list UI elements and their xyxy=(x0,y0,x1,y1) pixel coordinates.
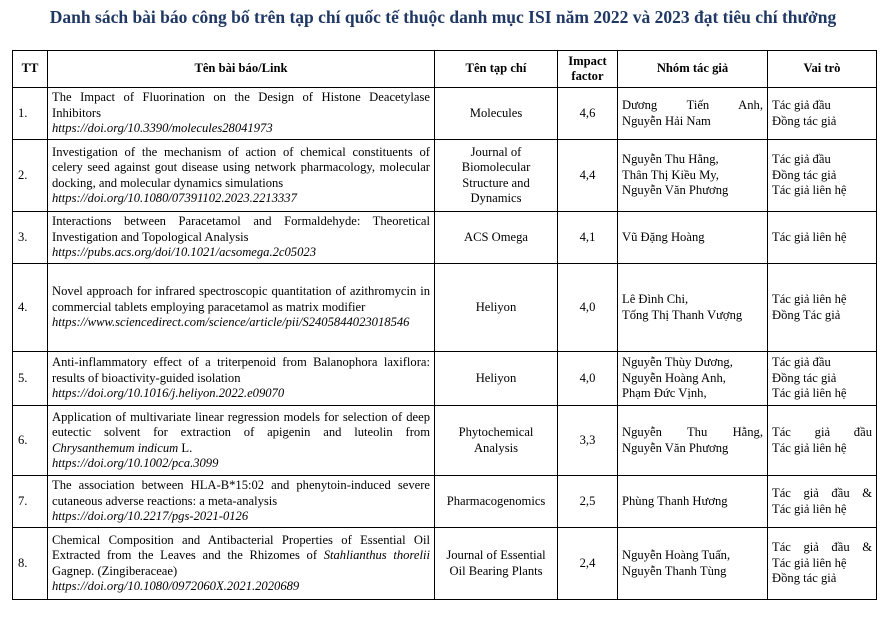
author-group xyxy=(618,406,768,476)
author-name: Nguyễn Hoàng Anh, xyxy=(622,370,726,385)
role-text: Tác giả đầu xyxy=(772,152,831,167)
paper-title: The association between HLA-B*15:02 and phenytoin-induced severe cutaneous adverse reactions: a meta-analysis xyxy=(52,478,430,508)
row-number: 5. xyxy=(13,352,48,406)
table-row xyxy=(13,264,877,352)
paper-link[interactable]: https://pubs.acs.org/doi/10.1021/acsomega.2c05023 xyxy=(52,245,316,260)
paper-title: The Impact of Fluorination on the Design of Histone Deacetylase Inhibitors xyxy=(52,90,430,120)
impact-factor: 4,4 xyxy=(558,140,618,212)
row-number: 1. xyxy=(13,88,48,140)
table-row xyxy=(13,88,877,140)
role-text: Tác giả liên hệ xyxy=(772,229,847,244)
journal-name: ACS Omega xyxy=(435,212,558,264)
paper-link[interactable]: https://doi.org/10.2217/pgs-2021-0126 xyxy=(52,509,249,524)
journal-name: Phytochemical Analysis xyxy=(435,406,558,476)
paper-cell xyxy=(48,406,435,476)
row-number: 4. xyxy=(13,264,48,352)
table-row xyxy=(13,528,877,600)
author-group xyxy=(618,476,768,528)
impact-factor: 2,5 xyxy=(558,476,618,528)
header-impact: Impact factor xyxy=(558,51,618,88)
role-text: Đồng tác giả xyxy=(772,370,837,385)
author-name: Phùng Thanh Hương xyxy=(622,493,728,508)
table-row xyxy=(13,476,877,528)
role-text: Tác giả liên hệ xyxy=(772,183,847,198)
paper-title: Anti-inflammatory effect of a triterpenoid from Balanophora laxiflora: results of bioactivity-guided isolation xyxy=(52,355,430,385)
journal-name: Heliyon xyxy=(435,352,558,406)
author-group xyxy=(618,140,768,212)
role-cell xyxy=(768,140,877,212)
table-row xyxy=(13,352,877,406)
impact-factor: 4,0 xyxy=(558,352,618,406)
header-journal: Tên tạp chí xyxy=(435,51,558,88)
role-text: Đồng Tác giả xyxy=(772,307,841,322)
header-paper: Tên bài báo/Link xyxy=(48,51,435,88)
author-name: Nguyễn Thùy Dương, xyxy=(622,355,733,370)
author-group xyxy=(618,88,768,140)
author-group xyxy=(618,212,768,264)
row-number: 2. xyxy=(13,140,48,212)
author-group xyxy=(618,264,768,352)
paper-cell xyxy=(48,528,435,600)
header-authors: Nhóm tác giả xyxy=(618,51,768,88)
table-row xyxy=(13,212,877,264)
journal-name: Journal of Essential Oil Bearing Plants xyxy=(435,528,558,600)
paper-title: Interactions between Paracetamol and Formaldehyde: Theoretical Investigation and Topological Analysis xyxy=(52,214,430,244)
species-name: Stahlianthus thorelii xyxy=(323,548,430,562)
author-name: Thân Thị Kiều My, xyxy=(622,167,719,182)
table-row xyxy=(13,406,877,476)
role-text: Tác giả liên hệ xyxy=(772,386,847,401)
author-name: Lê Đình Chi, xyxy=(622,292,689,306)
role-cell xyxy=(768,264,877,352)
role-text: Tác giả đầu xyxy=(772,98,831,112)
paper-cell xyxy=(48,476,435,528)
role-text: Tác giả liên hệ xyxy=(772,501,847,516)
role-text: Tác giả đầu & xyxy=(772,540,872,555)
paper-title: Chemical Composition and Antibacterial Properties of Essential Oil Extracted from the Leaves and the Rhizomes of xyxy=(52,532,430,562)
role-cell xyxy=(768,352,877,406)
journal-name: Journal of Biomolecular Structure and Dynamics xyxy=(435,140,558,212)
journal-name: Pharmacogenomics xyxy=(435,476,558,528)
journal-name: Heliyon xyxy=(435,264,558,352)
author-group xyxy=(618,352,768,406)
impact-factor: 4,0 xyxy=(558,264,618,352)
row-number: 3. xyxy=(13,212,48,264)
role-text: Tác giả liên hệ xyxy=(772,555,847,570)
impact-factor: 4,1 xyxy=(558,212,618,264)
impact-factor: 4,6 xyxy=(558,88,618,140)
author-name: Phạm Đức Vịnh, xyxy=(622,386,707,401)
author-name: Tống Thị Thanh Vượng xyxy=(622,307,743,322)
paper-cell xyxy=(48,140,435,212)
paper-cell xyxy=(48,88,435,140)
impact-factor: 2,4 xyxy=(558,528,618,600)
author-name: Nguyễn Thanh Tùng xyxy=(622,563,727,578)
role-cell xyxy=(768,406,877,476)
paper-title-suffix: Gagnep. (Zingiberaceae) xyxy=(52,563,178,578)
role-cell xyxy=(768,528,877,600)
author-name: Nguyễn Thu Hằng, xyxy=(622,152,719,167)
role-cell xyxy=(768,212,877,264)
paper-title: Application of multivariate linear regression models for selection of deep eutectic solvent for extraction of apigenin and luteolin from xyxy=(52,409,430,439)
author-name: Dương Tiến Anh, xyxy=(622,98,763,112)
paper-link[interactable]: https://doi.org/10.1080/07391102.2023.2213337 xyxy=(52,191,297,205)
paper-link[interactable]: https://doi.org/10.1080/0972060X.2021.2020689 xyxy=(52,579,300,593)
document-title: Danh sách bài báo công bố trên tạp chí quốc tế thuộc danh mục ISI năm 2022 và 2023 đạt tiêu chí thưởng xyxy=(49,7,837,27)
role-text: Đồng tác giả xyxy=(772,113,837,128)
role-text: Tác giả đầu & xyxy=(772,486,872,500)
row-number: 7. xyxy=(13,476,48,528)
role-cell xyxy=(768,88,877,140)
author-name: Nguyễn Văn Phương xyxy=(622,440,729,455)
role-text: Đồng tác giả xyxy=(772,571,837,586)
paper-link[interactable]: https://doi.org/10.1016/j.heliyon.2022.e09070 xyxy=(52,386,285,401)
role-text: Đồng tác giả xyxy=(772,167,837,182)
publication-table xyxy=(12,50,877,600)
species-name: Chrysanthemum indicum xyxy=(52,440,179,455)
header-role: Vai trò xyxy=(768,51,877,88)
header-row xyxy=(13,51,877,88)
role-cell xyxy=(768,476,877,528)
table-row xyxy=(13,140,877,212)
impact-factor: 3,3 xyxy=(558,406,618,476)
paper-cell xyxy=(48,264,435,352)
author-name: Nguyễn Hoàng Tuấn, xyxy=(622,548,731,562)
paper-title: Investigation of the mechanism of action of chemical constituents of celery seed against gout disease using network pharmacology, molecular docking, and molecular dynamics simulations xyxy=(52,144,430,190)
author-group xyxy=(618,528,768,600)
role-text: Tác giả đầu xyxy=(772,355,831,370)
paper-link[interactable]: https://www.sciencedirect.com/science/article/pii/S2405844023018546 xyxy=(52,315,410,330)
role-text: Tác giả liên hệ xyxy=(772,440,847,455)
role-text: Tác giả liên hệ xyxy=(772,292,847,306)
row-number: 6. xyxy=(13,406,48,476)
author-name: Nguyễn Văn Phương xyxy=(622,183,729,198)
paper-cell xyxy=(48,212,435,264)
author-name: Nguyễn Hải Nam xyxy=(622,113,711,128)
author-name: Vũ Đặng Hoàng xyxy=(622,229,705,244)
paper-title-suffix: L. xyxy=(178,440,193,455)
role-text: Tác giả đầu xyxy=(772,425,872,439)
paper-link[interactable]: https://doi.org/10.3390/molecules28041973 xyxy=(52,121,273,136)
paper-title: Novel approach for infrared spectroscopic quantitation of azithromycin in commercial tablets employing paracetamol as matrix modifier xyxy=(52,284,430,314)
paper-cell xyxy=(48,352,435,406)
paper-link[interactable]: https://doi.org/10.1002/pca.3099 xyxy=(52,456,219,470)
author-name: Nguyễn Thu Hằng, xyxy=(622,425,763,439)
row-number: 8. xyxy=(13,528,48,600)
journal-name: Molecules xyxy=(435,88,558,140)
header-tt: TT xyxy=(13,51,48,88)
